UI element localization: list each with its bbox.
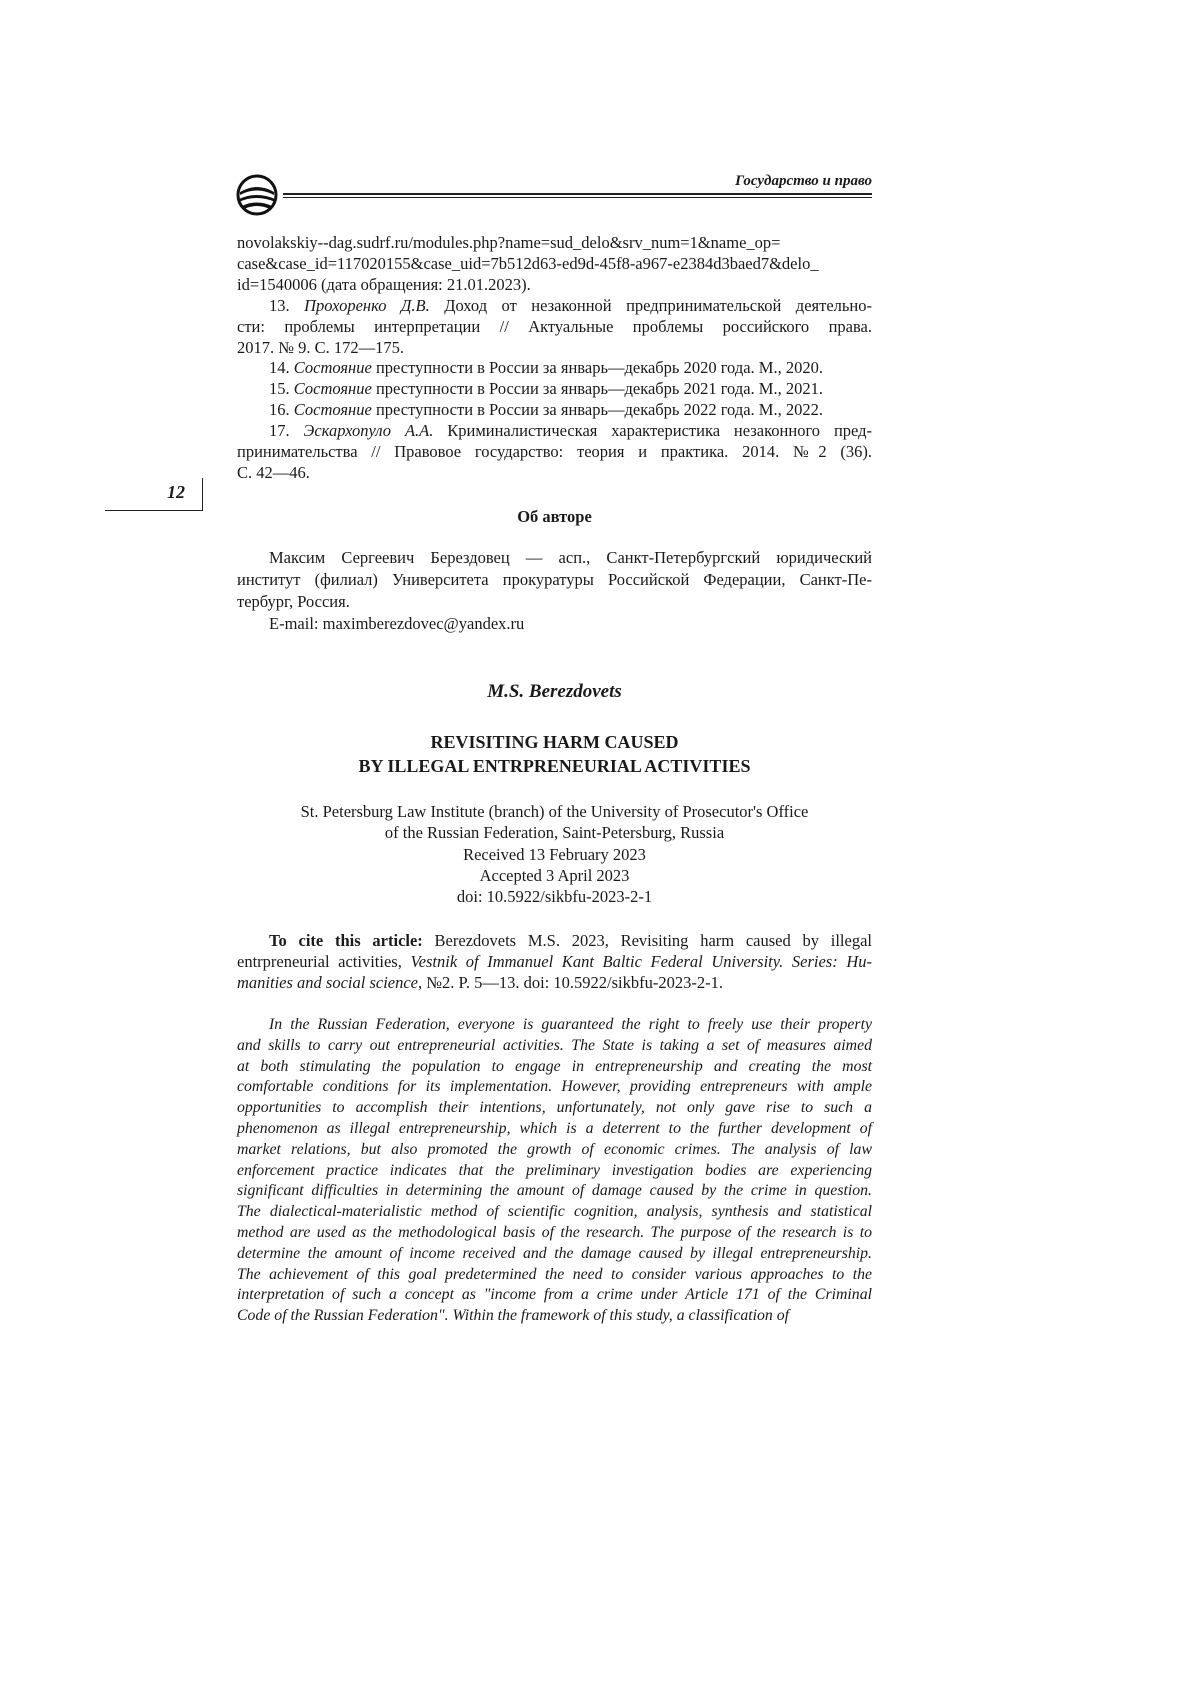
text-line <box>237 1140 872 1161</box>
text-line <box>237 613 872 635</box>
text-segment: manities and social science <box>237 973 419 992</box>
text-line <box>237 547 872 569</box>
paragraph <box>237 507 872 527</box>
citation-block <box>237 930 872 993</box>
text-line <box>237 442 872 463</box>
paragraph <box>237 680 872 704</box>
text-line <box>237 379 872 400</box>
text-line <box>237 1306 872 1327</box>
page-number-box-edge <box>202 478 203 510</box>
text-line <box>237 463 872 484</box>
text-segment: преступности в России за январь—декабрь 2021 года. М., 2021. <box>371 379 823 399</box>
text-segment: 16. <box>269 400 294 420</box>
text-segment: M.S. Berezdovets <box>487 681 622 702</box>
text-segment: E-mail: maximberezdovec@yandex.ru <box>269 614 525 633</box>
text-line <box>237 591 872 613</box>
author-info <box>237 547 872 635</box>
text-line <box>237 1057 872 1078</box>
text-segment: сти: проблемы интерпретации // Актуальные проблемы российского права. <box>237 316 872 336</box>
journal-logo-icon <box>236 174 278 216</box>
text-line <box>237 1119 872 1140</box>
text-line <box>237 296 872 317</box>
text-line <box>237 1036 872 1057</box>
affiliation-block <box>237 801 872 907</box>
text-segment: determine the amount of income received and the damage caused by illegal entrepreneurship. <box>237 1244 872 1262</box>
text-line <box>237 317 872 338</box>
text-line <box>237 1161 872 1182</box>
text-segment: , №2. P. 5—13. doi: 10.5922/sikbfu-2023-2-1. <box>418 973 723 992</box>
paragraph <box>237 358 872 379</box>
text-line <box>237 886 872 907</box>
text-segment: The dialectical-materialistic method of scientific cognition, analysis, synthesis and statistical <box>237 1203 872 1221</box>
paragraph <box>237 730 872 778</box>
text-segment: Об авторе <box>517 507 592 526</box>
text-line <box>237 865 872 886</box>
text-line <box>237 1285 872 1306</box>
text-segment: method are used as the methodological basis of the research. The purpose of the research is to <box>237 1223 872 1241</box>
text-segment: novolakskiy--dag.sudrf.ru/modules.php?name=sud_delo&srv_num=1&name_op= <box>237 233 781 252</box>
text-line <box>237 1202 872 1223</box>
about-author-heading <box>237 507 872 527</box>
text-segment: Максим Сергеевич Берездовец — асп., Санкт-Петербургский юридический <box>269 548 872 567</box>
text-segment: comfortable conditions for its implementation. However, providing entrepreneurs with ample <box>237 1078 872 1096</box>
text-line <box>237 730 872 754</box>
header-rule <box>283 193 872 195</box>
text-segment: In the Russian Federation, everyone is guaranteed the right to freely use their property <box>269 1016 872 1033</box>
text-line <box>237 972 872 993</box>
text-segment: Berezdovets M.S. 2023, Revisiting harm caused by illegal <box>422 931 872 950</box>
text-segment: interpretation of such a concept as "income from a crime under Article 171 of the Criminal <box>237 1286 872 1304</box>
abstract-text <box>237 1015 872 1327</box>
text-line <box>237 1181 872 1202</box>
text-line <box>237 1223 872 1244</box>
running-header-title: Государство и право <box>735 173 872 189</box>
text-line <box>237 254 872 275</box>
text-segment: at both stimulating the population to engage in entrepreneurship and creating the most <box>237 1057 872 1075</box>
text-segment: opportunities to accomplish their intentions, unfortunately, not only gave rise to such a <box>237 1099 872 1117</box>
text-segment: of the Russian Federation, Saint-Petersburg, Russia <box>384 823 725 843</box>
page-number: 12 <box>167 482 185 502</box>
paragraph <box>237 930 872 993</box>
text-segment: 17. <box>269 421 304 441</box>
paragraph <box>237 400 872 421</box>
text-line <box>237 358 872 379</box>
text-line <box>237 233 872 254</box>
text-segment: Received 13 February 2023 <box>463 844 646 864</box>
text-segment: REVISITING HARM CAUSED <box>430 732 679 752</box>
text-segment: 14. <box>269 358 294 378</box>
text-segment: Доход от незаконной предпринимательской деятельно- <box>429 295 872 315</box>
text-line <box>237 951 872 972</box>
paragraph <box>237 379 872 400</box>
text-segment: принимательства // Правовое государство: теория и практика. 2014. №2 (36). <box>237 442 872 462</box>
text-segment: doi: 10.5922/sikbfu-2023-2-1 <box>456 887 653 907</box>
paragraph <box>237 801 872 907</box>
text-segment: институт (филиал) Университета прокуратуры Российской Федерации, Санкт-Пе- <box>237 570 872 589</box>
text-segment: phenomenon as illegal entrepreneurship, which is a deterrent to the further development of <box>237 1119 872 1137</box>
text-line <box>237 801 872 822</box>
text-line <box>237 1098 872 1119</box>
paragraph <box>237 233 872 296</box>
text-segment: 2017. № 9. С. 172—175. <box>237 337 404 357</box>
paragraph <box>237 1015 872 1327</box>
text-segment: Прохоренко Д.В. <box>304 295 430 315</box>
text-line <box>237 680 872 704</box>
text-line <box>237 930 872 951</box>
text-line <box>237 569 872 591</box>
text-segment: St. Petersburg Law Institute (branch) of the University of Prosecutor's Office <box>300 802 809 821</box>
paragraph <box>237 547 872 613</box>
text-line <box>237 400 872 421</box>
english-article-title <box>237 730 872 778</box>
text-segment: market relations, but also promoted the growth of economic crimes. The analysis of law <box>237 1140 872 1158</box>
page-number-box-rule <box>105 510 203 511</box>
header-rule-thin <box>283 197 872 198</box>
text-segment: significant difficulties in determining the amount of damage caused by the crime in question. <box>237 1182 872 1200</box>
text-line <box>237 275 872 296</box>
text-segment: case&case_id=117020155&case_uid=7b512d63-ed9d-45f8-a967-e2384d3baed7&delo_ <box>237 253 819 273</box>
text-segment: enforcement practice indicates that the preliminary investigation bodies are experiencing <box>237 1161 872 1179</box>
paragraph <box>237 296 872 359</box>
text-line <box>237 421 872 442</box>
text-line <box>237 1015 872 1036</box>
text-line <box>237 1244 872 1265</box>
text-line <box>237 507 872 527</box>
text-segment: To cite this article: <box>269 931 423 950</box>
text-line <box>237 844 872 865</box>
text-segment: Состояние <box>293 400 372 420</box>
reference-list <box>237 233 872 484</box>
text-line <box>237 338 872 359</box>
text-line <box>237 822 872 843</box>
text-segment: Accepted 3 April 2023 <box>479 865 630 885</box>
text-line <box>237 754 872 778</box>
text-segment: 15. <box>269 379 294 399</box>
text-segment: преступности в России за январь—декабрь 2022 года. М., 2022. <box>371 400 823 420</box>
text-segment: entrpreneurial activities, <box>237 952 411 971</box>
paragraph <box>237 613 872 635</box>
text-segment: С. 42—46. <box>237 462 310 482</box>
text-segment: 13. <box>269 295 305 315</box>
text-segment: Криминалистическая характеристика незаконного пред- <box>433 421 873 441</box>
paragraph <box>237 421 872 484</box>
text-segment: тербург, Россия. <box>237 592 350 611</box>
text-line <box>237 1077 872 1098</box>
english-author-name <box>237 680 872 704</box>
text-segment: The achievement of this goal predetermined the need to consider various approaches to the <box>237 1265 872 1283</box>
text-segment: преступности в России за январь—декабрь 2020 года. М., 2020. <box>371 358 823 378</box>
text-segment: Code of the Russian Federation". Within the framework of this study, a classification of <box>237 1307 790 1325</box>
text-segment: id=1540006 (дата обращения: 21.01.2023). <box>237 274 531 294</box>
text-segment: Состояние <box>293 358 372 378</box>
text-line <box>237 1265 872 1286</box>
text-segment: Состояние <box>293 379 372 399</box>
text-segment: Эскархопуло А.А. <box>303 421 434 441</box>
text-segment: and skills to carry out entrepreneurial activities. The State is taking a set of measures aimed <box>237 1036 872 1054</box>
text-segment: BY ILLEGAL ENTRPRENEURIAL ACTIVITIES <box>358 756 751 776</box>
text-segment: Vestnik of Immanuel Kant Baltic Federal University. Series: Hu- <box>410 952 872 971</box>
